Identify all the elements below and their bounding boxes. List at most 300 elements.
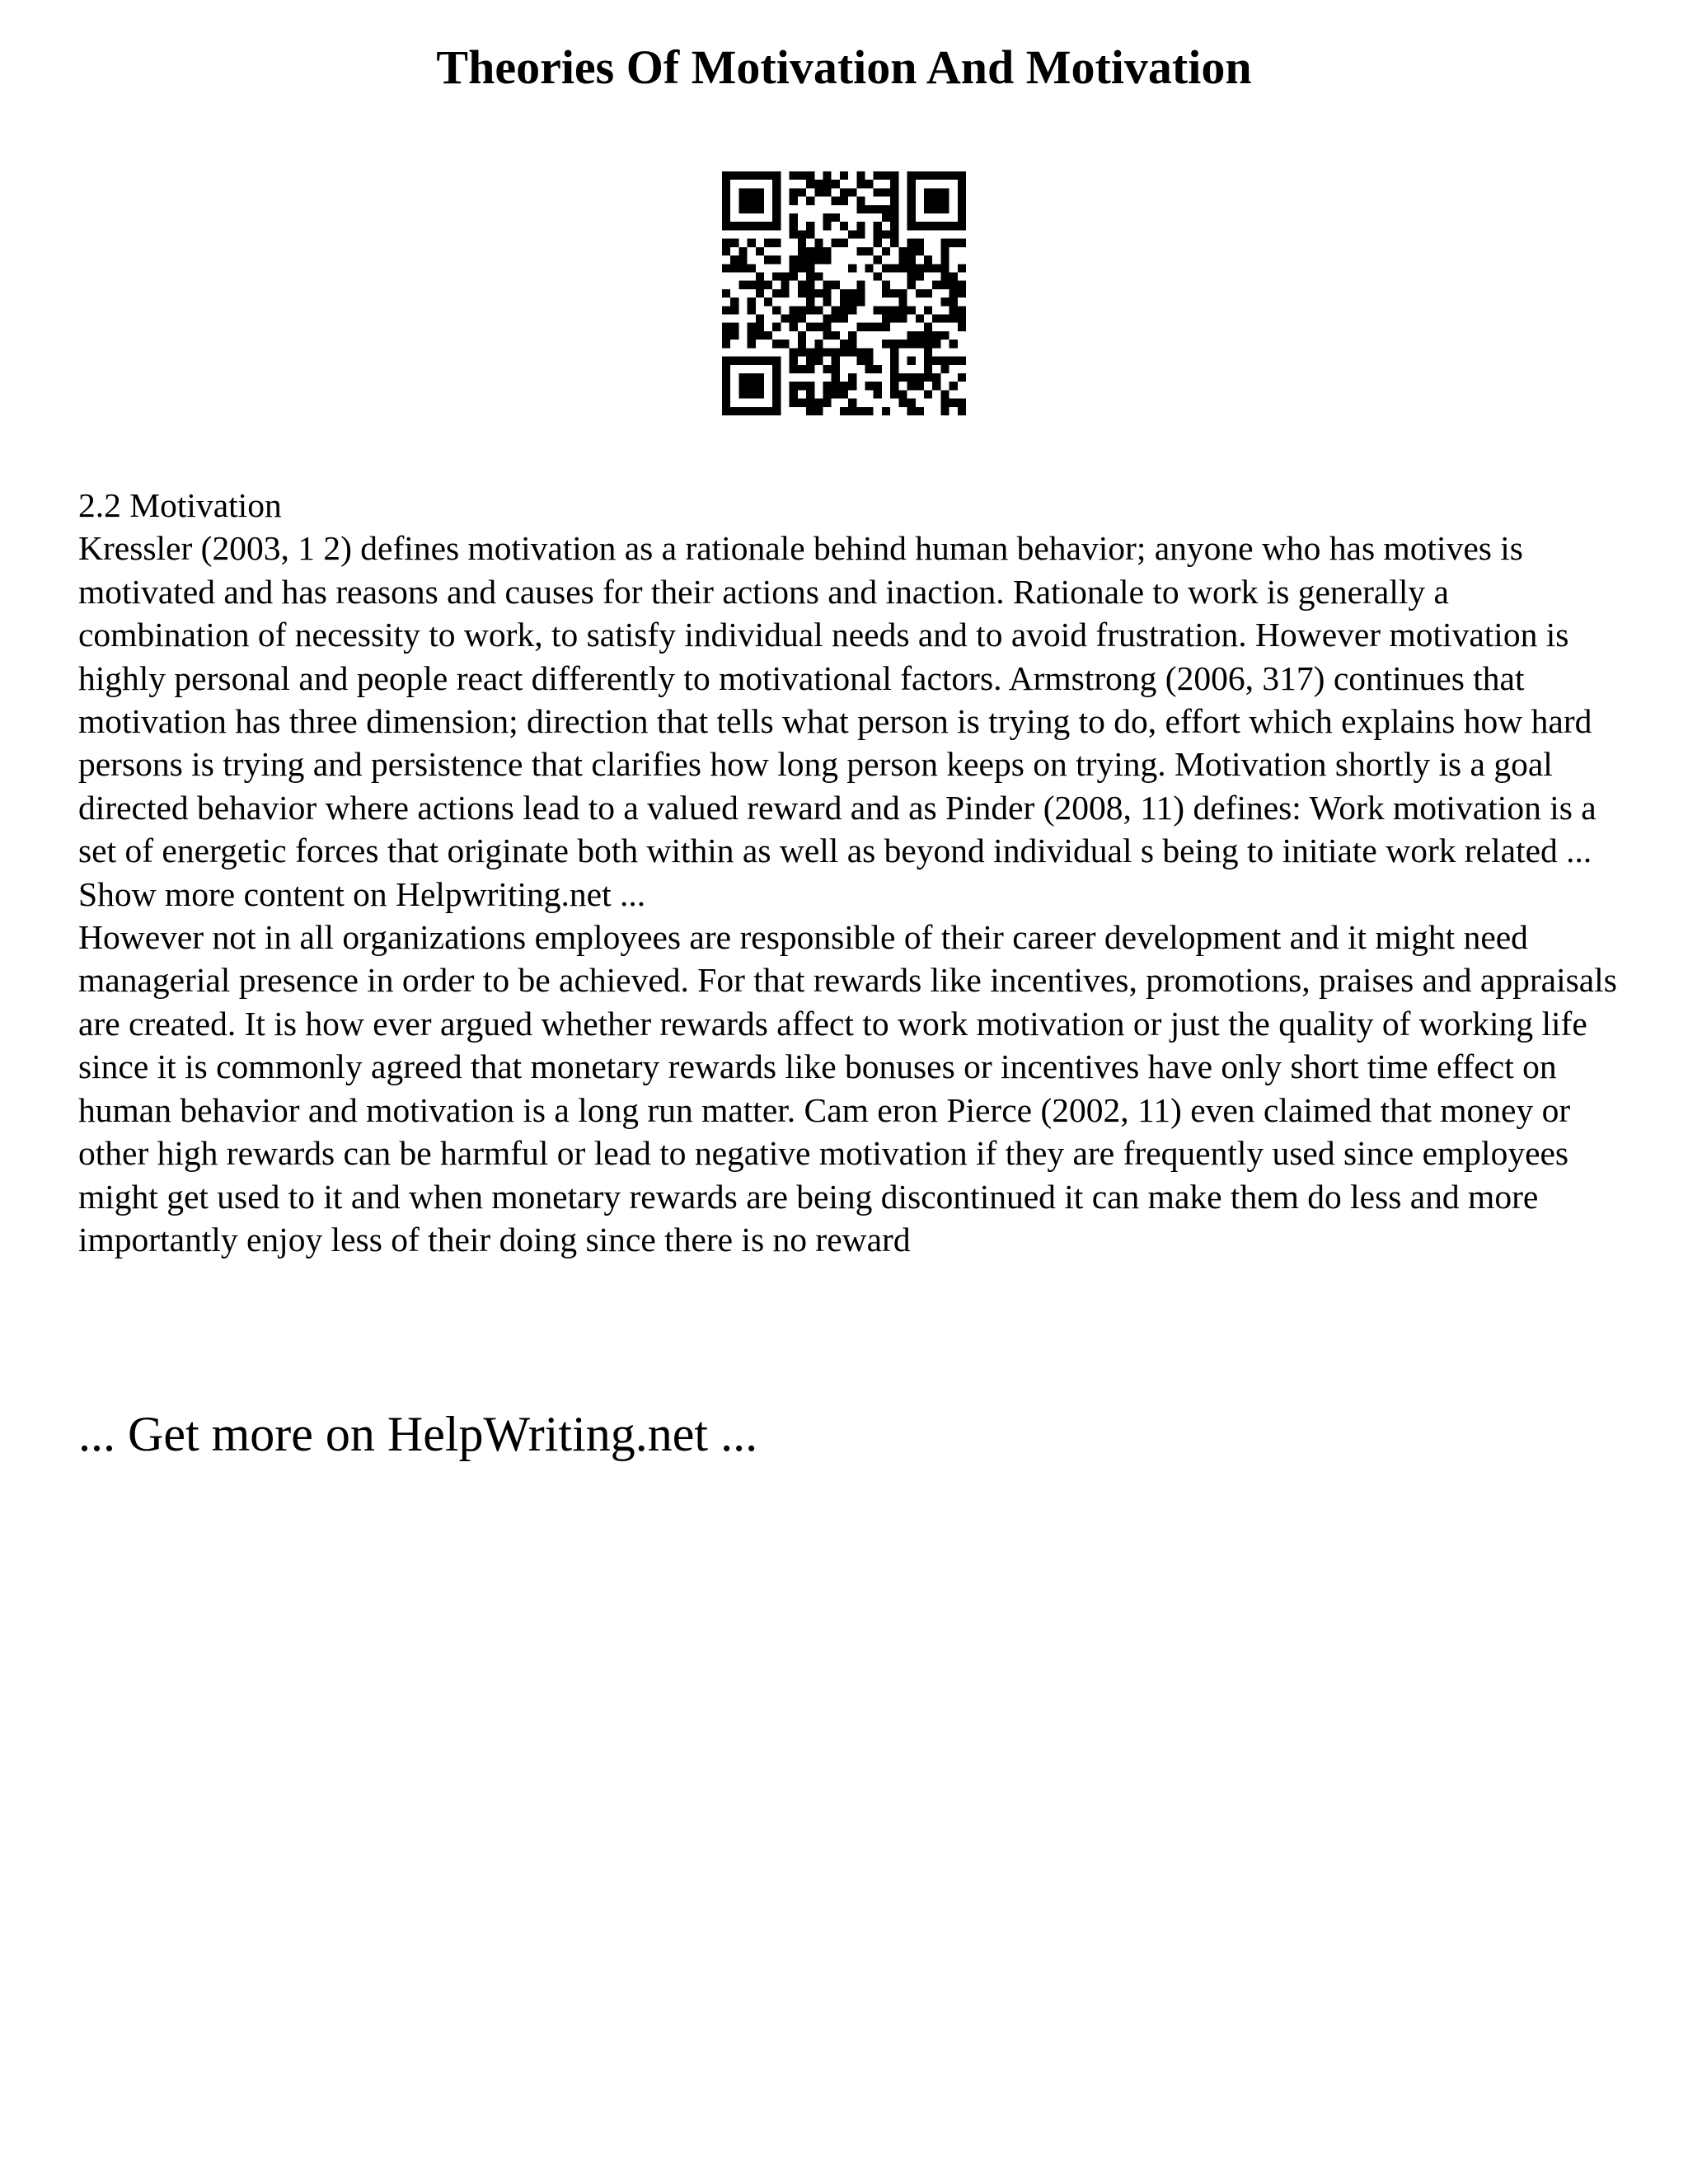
qr-module <box>907 188 916 196</box>
qr-module <box>882 230 890 238</box>
qr-module <box>932 281 940 289</box>
qr-module <box>940 331 949 340</box>
qr-module <box>890 382 898 390</box>
qr-module <box>856 289 865 298</box>
qr-module <box>856 348 865 356</box>
qr-module <box>790 222 798 230</box>
qr-module <box>932 264 940 272</box>
qr-module <box>916 407 924 415</box>
qr-module <box>806 399 814 407</box>
qr-module <box>756 390 764 398</box>
qr-module <box>898 255 907 264</box>
qr-module <box>848 340 856 348</box>
qr-module <box>738 382 747 390</box>
qr-module <box>772 390 781 398</box>
qr-module <box>730 171 738 180</box>
qr-module <box>738 357 747 365</box>
qr-module <box>756 222 764 230</box>
qr-module <box>874 255 882 264</box>
qr-module <box>898 373 907 382</box>
qr-module <box>874 239 882 247</box>
qr-module <box>882 407 890 415</box>
qr-module <box>832 213 840 222</box>
qr-module <box>907 264 916 272</box>
qr-module <box>958 289 966 298</box>
qr-module <box>932 373 940 382</box>
qr-module <box>748 205 756 213</box>
qr-module <box>907 239 916 247</box>
qr-module <box>772 407 781 415</box>
qr-module <box>882 306 890 314</box>
qr-module <box>738 373 747 382</box>
qr-module <box>730 323 738 331</box>
qr-module <box>932 188 940 196</box>
qr-module <box>823 399 831 407</box>
qr-module <box>890 315 898 323</box>
qr-module <box>756 315 764 323</box>
qr-module <box>798 171 806 180</box>
qr-module <box>874 222 882 230</box>
qr-module <box>764 255 772 264</box>
qr-module <box>840 382 848 390</box>
qr-module <box>890 340 898 348</box>
qr-module <box>832 390 840 398</box>
qr-module <box>772 239 781 247</box>
qr-module <box>730 264 738 272</box>
qr-module <box>856 197 865 205</box>
qr-module <box>823 331 831 340</box>
qr-module <box>950 340 958 348</box>
qr-module <box>882 264 890 272</box>
qr-module <box>814 272 823 280</box>
qr-module <box>722 289 730 298</box>
qr-module <box>790 382 798 390</box>
qr-module <box>722 323 730 331</box>
document-title: Theories Of Motivation And Motivation <box>436 40 1252 94</box>
qr-module <box>848 306 856 314</box>
qr-module <box>865 407 874 415</box>
qr-module <box>748 340 756 348</box>
qr-module <box>856 222 865 230</box>
qr-module <box>722 407 730 415</box>
qr-module <box>882 323 890 331</box>
qr-module <box>907 255 916 264</box>
qr-module <box>823 171 831 180</box>
qr-module <box>823 315 831 323</box>
qr-code-icon <box>722 171 966 415</box>
qr-module <box>798 382 806 390</box>
qr-module <box>898 247 907 255</box>
qr-module <box>932 222 940 230</box>
qr-module <box>823 281 831 289</box>
qr-module <box>748 373 756 382</box>
qr-module <box>907 399 916 407</box>
qr-module <box>772 323 781 331</box>
qr-module <box>865 180 874 188</box>
qr-module <box>832 365 840 373</box>
qr-module <box>722 197 730 205</box>
qr-module <box>898 289 907 298</box>
qr-module <box>940 407 949 415</box>
qr-module <box>756 289 764 298</box>
qr-module <box>748 306 756 314</box>
qr-module <box>832 382 840 390</box>
qr-module <box>790 171 798 180</box>
qr-module <box>907 331 916 340</box>
qr-module <box>840 340 848 348</box>
qr-module <box>840 239 848 247</box>
qr-module <box>738 222 747 230</box>
qr-module <box>722 213 730 222</box>
qr-module <box>756 205 764 213</box>
paragraph-2: However not in all organizations employees are responsible of their career development and it might need managerial presence in order to be achieved. For that rewards like incentives, promotions, praises and appraisals are created. It is how ever argued whether rewards affect to work motivation or just the quality of working life since it is commonly agreed that monetary rewards like bonuses or incentives have only short time effect on human behavior and motivation is a long run matter. Cam eron Pierce (2002, 11) even claimed that money or other high rewards can be harmful or lead to negative motivation if they are frequently used since employees might get used to it and when monetary rewards are being discontinued it can make them do less and more importantly enjoy less of their doing since there is no reward <box>78 918 1617 1258</box>
qr-module <box>856 281 865 289</box>
qr-module <box>916 315 924 323</box>
qr-module <box>806 390 814 398</box>
qr-module <box>790 197 798 205</box>
qr-module <box>916 272 924 280</box>
qr-module <box>823 365 831 373</box>
qr-module <box>806 407 814 415</box>
qr-module <box>958 222 966 230</box>
qr-module <box>848 382 856 390</box>
qr-module <box>882 340 890 348</box>
qr-module <box>950 315 958 323</box>
qr-module <box>790 399 798 407</box>
qr-module <box>898 340 907 348</box>
qr-module <box>772 222 781 230</box>
qr-module <box>738 407 747 415</box>
qr-module <box>940 281 949 289</box>
qr-module <box>940 315 949 323</box>
qr-module <box>790 323 798 331</box>
qr-module <box>806 222 814 230</box>
qr-module <box>798 365 806 373</box>
qr-module <box>840 289 848 298</box>
qr-module <box>890 373 898 382</box>
qr-module <box>748 197 756 205</box>
qr-module <box>848 230 856 238</box>
qr-module <box>748 323 756 331</box>
qr-module <box>848 373 856 382</box>
qr-module <box>932 171 940 180</box>
qr-module <box>958 205 966 213</box>
qr-module <box>856 323 865 331</box>
qr-module <box>865 348 874 356</box>
qr-module <box>764 407 772 415</box>
qr-module <box>848 289 856 298</box>
qr-module <box>823 390 831 398</box>
qr-module <box>806 382 814 390</box>
qr-module <box>950 289 958 298</box>
qr-module <box>806 323 814 331</box>
qr-module <box>798 340 806 348</box>
qr-module <box>798 230 806 238</box>
qr-module <box>882 188 890 196</box>
qr-module <box>722 222 730 230</box>
qr-module <box>874 230 882 238</box>
qr-module <box>832 315 840 323</box>
qr-module <box>950 239 958 247</box>
qr-module <box>924 357 932 365</box>
qr-module <box>814 255 823 264</box>
qr-module <box>748 298 756 306</box>
qr-module <box>781 340 789 348</box>
qr-module <box>916 340 924 348</box>
qr-module <box>924 188 932 196</box>
qr-module <box>790 272 798 280</box>
qr-module <box>932 315 940 323</box>
qr-module <box>840 222 848 230</box>
qr-module <box>772 188 781 196</box>
qr-module <box>890 222 898 230</box>
qr-module <box>814 247 823 255</box>
qr-module <box>823 188 831 196</box>
qr-module <box>924 289 932 298</box>
qr-module <box>958 357 966 365</box>
qr-module <box>738 247 747 255</box>
qr-module <box>790 213 798 222</box>
qr-module <box>907 373 916 382</box>
qr-module <box>924 222 932 230</box>
qr-module <box>781 315 789 323</box>
qr-module <box>806 298 814 306</box>
qr-module <box>940 197 949 205</box>
qr-module <box>722 365 730 373</box>
qr-module <box>772 373 781 382</box>
qr-module <box>781 272 789 280</box>
qr-module <box>790 390 798 398</box>
qr-module <box>898 315 907 323</box>
qr-module <box>832 306 840 314</box>
qr-module <box>722 340 730 348</box>
qr-module <box>832 281 840 289</box>
qr-module <box>806 281 814 289</box>
qr-module <box>748 222 756 230</box>
qr-module <box>890 348 898 356</box>
qr-module <box>756 357 764 365</box>
qr-module <box>722 382 730 390</box>
qr-module <box>882 213 890 222</box>
qr-module <box>907 357 916 365</box>
qr-module <box>940 365 949 373</box>
qr-module <box>924 348 932 356</box>
qr-module <box>823 382 831 390</box>
qr-module <box>874 171 882 180</box>
qr-module <box>756 373 764 382</box>
qr-module <box>722 399 730 407</box>
qr-module <box>814 289 823 298</box>
qr-module <box>756 331 764 340</box>
qr-module <box>798 348 806 356</box>
qr-module <box>907 171 916 180</box>
qr-module <box>832 180 840 188</box>
qr-module <box>958 188 966 196</box>
qr-module <box>940 390 949 398</box>
qr-module <box>806 197 814 205</box>
qr-module <box>840 407 848 415</box>
qr-module <box>730 306 738 314</box>
qr-module <box>764 239 772 247</box>
qr-module <box>756 272 764 280</box>
qr-module <box>907 382 916 390</box>
qr-module <box>798 264 806 272</box>
qr-module <box>790 264 798 272</box>
qr-module <box>823 247 831 255</box>
qr-module <box>916 171 924 180</box>
qr-module <box>772 171 781 180</box>
qr-module <box>840 188 848 196</box>
qr-module <box>865 357 874 365</box>
qr-module <box>932 205 940 213</box>
qr-module <box>932 382 940 390</box>
qr-module <box>916 222 924 230</box>
qr-module <box>790 315 798 323</box>
qr-module <box>890 180 898 188</box>
qr-module <box>932 357 940 365</box>
qr-module <box>856 171 865 180</box>
get-more-link[interactable]: ... Get more on HelpWriting.net ... <box>78 1407 758 1461</box>
qr-module <box>950 298 958 306</box>
qr-module <box>738 188 747 196</box>
qr-module <box>748 331 756 340</box>
qr-module <box>924 306 932 314</box>
qr-module <box>772 272 781 280</box>
qr-module <box>950 222 958 230</box>
qr-module <box>874 306 882 314</box>
qr-module <box>890 264 898 272</box>
qr-module <box>790 357 798 365</box>
qr-module <box>722 239 730 247</box>
qr-module <box>890 306 898 314</box>
qr-module <box>756 197 764 205</box>
qr-module <box>722 171 730 180</box>
qr-module <box>940 357 949 365</box>
qr-module <box>756 188 764 196</box>
qr-module <box>907 407 916 415</box>
qr-module <box>764 222 772 230</box>
qr-module <box>748 281 756 289</box>
qr-module <box>823 298 831 306</box>
qr-module <box>958 315 966 323</box>
qr-module <box>832 239 840 247</box>
qr-module <box>940 272 949 280</box>
qr-module <box>950 399 958 407</box>
qr-module <box>940 399 949 407</box>
qr-module <box>848 399 856 407</box>
qr-module <box>958 171 966 180</box>
qr-module <box>823 213 831 222</box>
qr-module <box>814 323 823 331</box>
qr-module <box>756 407 764 415</box>
qr-module <box>748 407 756 415</box>
qr-module <box>865 323 874 331</box>
qr-module <box>790 306 798 314</box>
qr-module <box>722 247 730 255</box>
qr-module <box>772 180 781 188</box>
qr-module <box>890 390 898 398</box>
qr-module <box>730 357 738 365</box>
qr-module <box>738 390 747 398</box>
qr-module <box>764 171 772 180</box>
qr-module <box>874 323 882 331</box>
qr-module <box>848 188 856 196</box>
qr-module <box>958 180 966 188</box>
qr-module <box>890 239 898 247</box>
qr-module <box>840 298 848 306</box>
qr-module <box>790 365 798 373</box>
qr-module <box>907 272 916 280</box>
qr-module <box>806 348 814 356</box>
qr-module <box>890 357 898 365</box>
qr-module <box>840 390 848 398</box>
qr-module <box>722 390 730 398</box>
qr-module <box>748 357 756 365</box>
qr-module <box>722 180 730 188</box>
qr-module <box>756 281 764 289</box>
qr-module <box>916 289 924 298</box>
qr-module <box>798 239 806 247</box>
qr-module <box>772 197 781 205</box>
qr-module <box>748 390 756 398</box>
qr-module <box>772 340 781 348</box>
qr-module <box>916 382 924 390</box>
qr-module <box>874 272 882 280</box>
qr-module <box>840 171 848 180</box>
qr-module <box>924 205 932 213</box>
qr-module <box>848 407 856 415</box>
qr-module <box>848 331 856 340</box>
qr-module <box>848 348 856 356</box>
qr-module <box>798 289 806 298</box>
qr-module <box>916 247 924 255</box>
qr-module <box>882 247 890 255</box>
qr-module <box>882 171 890 180</box>
qr-module <box>924 365 932 373</box>
qr-module <box>806 289 814 298</box>
qr-module <box>730 255 738 264</box>
qr-module <box>958 399 966 407</box>
qr-module <box>940 188 949 196</box>
qr-module <box>748 171 756 180</box>
qr-module <box>722 357 730 365</box>
qr-module <box>764 357 772 365</box>
qr-module <box>958 306 966 314</box>
qr-module <box>950 281 958 289</box>
qr-module <box>950 382 958 390</box>
qr-module <box>856 407 865 415</box>
qr-module <box>772 357 781 365</box>
qr-module <box>748 382 756 390</box>
qr-module <box>756 171 764 180</box>
qr-module <box>832 197 840 205</box>
qr-module <box>806 255 814 264</box>
qr-module <box>772 255 781 264</box>
qr-module <box>798 188 806 196</box>
qr-module <box>764 281 772 289</box>
qr-module <box>932 197 940 205</box>
qr-module <box>907 281 916 289</box>
qr-module <box>840 315 848 323</box>
qr-module <box>730 407 738 415</box>
qr-module <box>832 357 840 365</box>
qr-module <box>856 205 865 213</box>
qr-module <box>840 348 848 356</box>
qr-module <box>898 264 907 272</box>
qr-module <box>823 222 831 230</box>
qr-module <box>924 264 932 272</box>
qr-module <box>722 373 730 382</box>
